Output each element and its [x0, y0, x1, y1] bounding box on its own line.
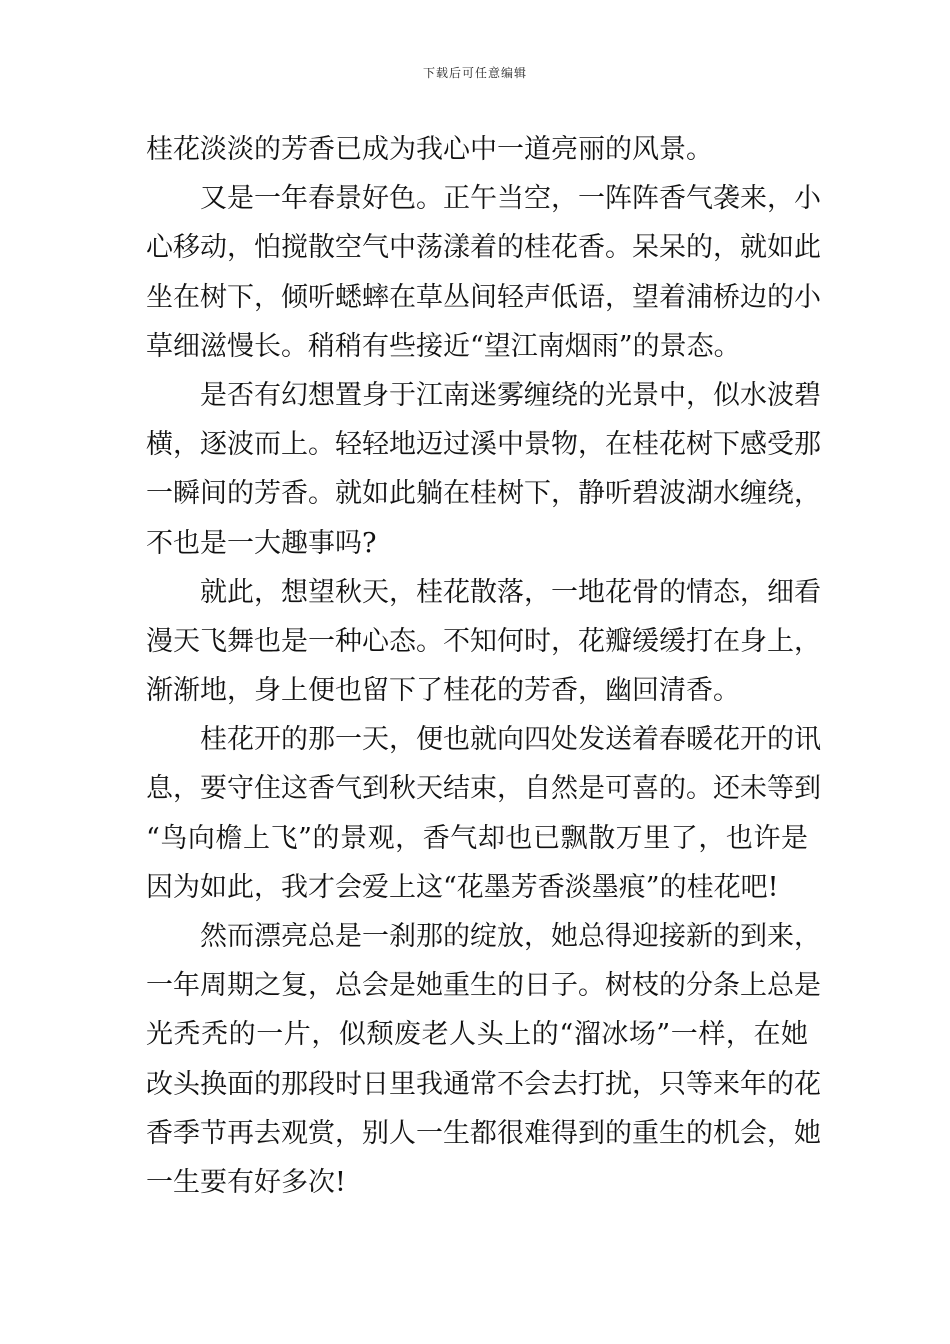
- text-line: 桂花淡淡的芳香已成为我心中一道亮丽的风景。: [146, 134, 713, 165]
- text-line: 桂花开的那一天，便也就向四处发送着春暖花开的讯: [200, 724, 821, 756]
- text-line: 因为如此，我才会爱上这“花墨芳香淡墨痕”的桂花吧!: [146, 871, 779, 903]
- text-line: 坐在树下，倾听蟋蟀在草丛间轻声低语，望着浦桥边的小: [146, 281, 821, 313]
- article-body: [146, 125, 821, 1207]
- text-line: 是否有幻想置身于江南迷雾缠绕的光景中，似水波碧: [200, 379, 821, 411]
- text-line: 然而漂亮总是一刹那的绽放，她总得迎接新的到来，: [200, 921, 821, 952]
- text-line: 改头换面的那段时日里我通常不会去打扰，只等来年的花: [146, 1068, 821, 1100]
- paragraph: [146, 174, 821, 371]
- text-line: 不也是一大趣事吗?: [146, 527, 377, 559]
- page-header-note: 下载后可任意编辑: [422, 66, 527, 80]
- text-line: 一瞬间的芳香。就如此躺在桂树下，静听碧波湖水缠绕，: [146, 478, 821, 510]
- text-line: 香季节再去观赏，别人一生都很难得到的重生的机会，她: [146, 1117, 821, 1149]
- text-line: 息，要守住这香气到秋天结束，自然是可喜的。还未等到: [146, 773, 821, 805]
- paragraph: [146, 912, 821, 1207]
- text-line: 一年周期之复，总会是她重生的日子。树枝的分条上总是: [146, 970, 821, 1002]
- text-line: 草细滋慢长。稍稍有些接近“望江南烟雨”的景态。: [146, 330, 741, 362]
- text-line: 又是一年春景好色。正午当空，一阵阵香气袭来，小: [200, 183, 821, 215]
- text-line: 渐渐地，身上便也留下了桂花的芳香，幽回清香。: [146, 675, 740, 707]
- text-line: 就此，想望秋天，桂花散落，一地花骨的情态，细看: [200, 576, 821, 608]
- paragraph: [146, 371, 821, 568]
- text-line: 一生要有好多次!: [146, 1166, 346, 1198]
- paragraph: [146, 125, 808, 174]
- text-line: 漫天飞舞也是一种心态。不知何时，花瓣缓缓打在身上，: [146, 625, 821, 657]
- paragraph: [146, 568, 821, 716]
- text-line: “鸟向檐上飞”的景观，香气却也已飘散万里了，也许是: [146, 822, 808, 854]
- text-line: 横，逐波而上。轻轻地迈过溪中景物，在桂花树下感受那: [146, 429, 821, 461]
- paragraph: [146, 715, 821, 912]
- text-line: 心移动，怕搅散空气中荡漾着的桂花香。呆呆的，就如此: [146, 232, 821, 264]
- text-line: 光秃秃的一片，似颓废老人头上的“溜冰场”一样，在她: [146, 1019, 808, 1051]
